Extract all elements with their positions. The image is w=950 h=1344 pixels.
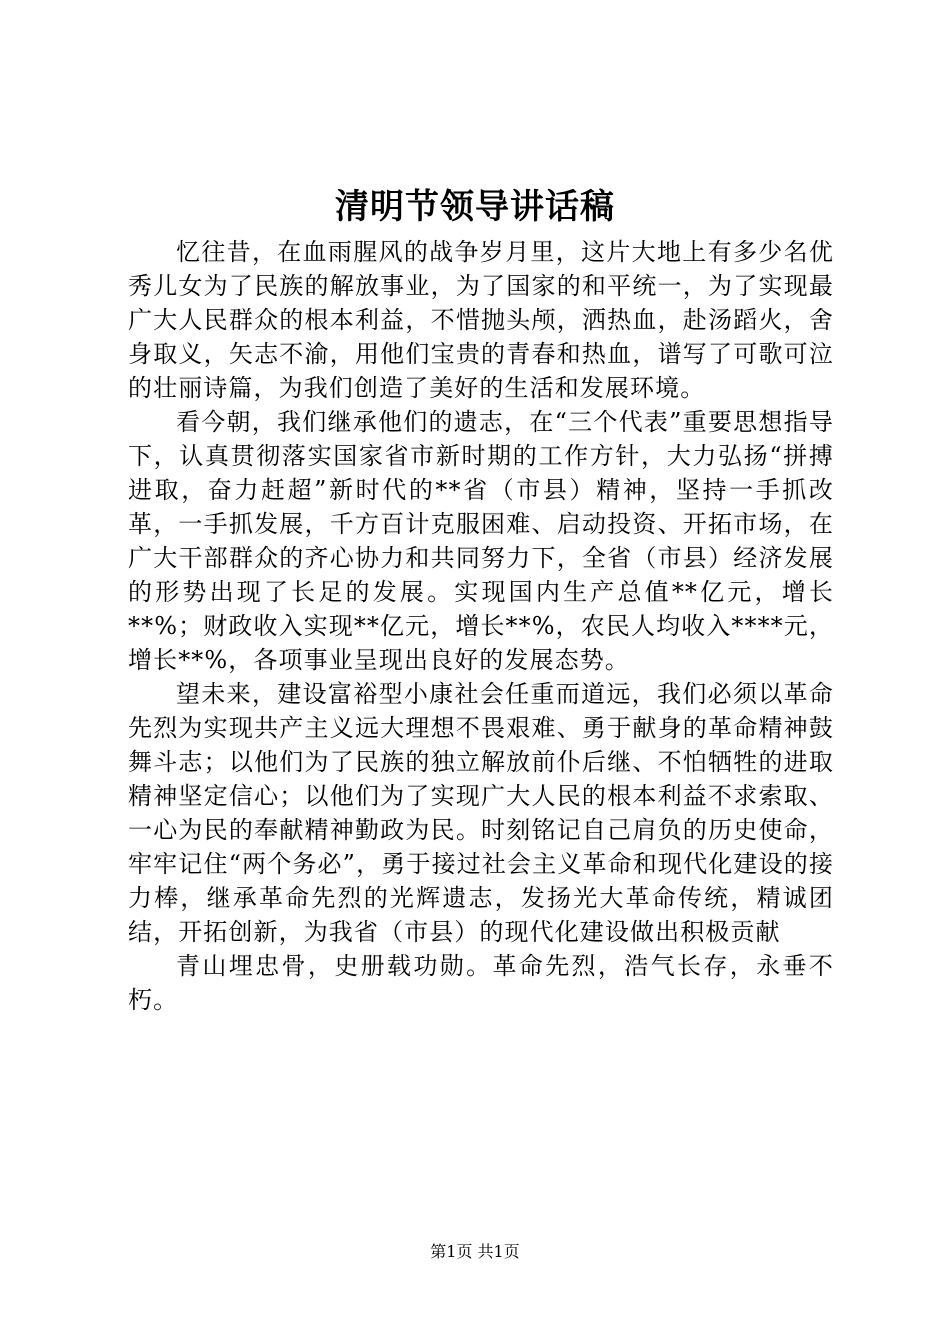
- page-number-footer: 第1页 共1页: [430, 1242, 520, 1261]
- document-title: 清明节领导讲话稿: [335, 187, 615, 227]
- document-body: [128, 235, 834, 1017]
- paragraph: 看今朝，我们继承他们的遗志，在“三个代表”重要思想指导下，认真贯彻落实国家省市新时期的工作方针，大力弘扬“拼搏进取，奋力赶超”新时代的**省（市县）精神，坚持一手抓改革，一手抓发展，千方百计克服困难、启动投资、开拓市场，在广大干部群众的齐心协力和共同努力下，全省（市县）经济发展的形势出现了长足的发展。实现国内生产总值**亿元，增长**%；财政收入实现**亿元，增长**%，农民人均收入****元，增长**%，各项事业呈现出良好的发展态势。: [128, 408, 834, 674]
- paragraph: 忆往昔，在血雨腥风的战争岁月里，这片大地上有多少名优秀儿女为了民族的解放事业，为了国家的和平统一，为了实现最广大人民群众的根本利益，不惜抛头颅，洒热血，赴汤蹈火，舍身取义，矢志不渝，用他们宝贵的青春和热血，谱写了可歌可泣的壮丽诗篇，为我们创造了美好的生活和发展环境。: [128, 238, 834, 402]
- paragraph: 望未来，建设富裕型小康社会任重而道远，我们必须以革命先烈为实现共产主义远大理想不畏艰难、勇于献身的革命精神鼓舞斗志；以他们为了民族的独立解放前仆后继、不怕牺牲的进取精神坚定信心；以他们为了实现广大人民的根本利益不求索取、一心为民的奉献精神勤政为民。时刻铭记自己肩负的历史使命，牢牢记住“两个务必”，勇于接过社会主义革命和现代化建设的接力棒，继承革命先烈的光辉遗志，发扬光大革命传统，精诚团结，开拓创新，为我省（市县）的现代化建设做出积极贡献: [128, 680, 834, 946]
- paragraph: 青山埋忠骨，史册载功勋。革命先烈，浩气长存，永垂不朽。: [128, 952, 834, 1014]
